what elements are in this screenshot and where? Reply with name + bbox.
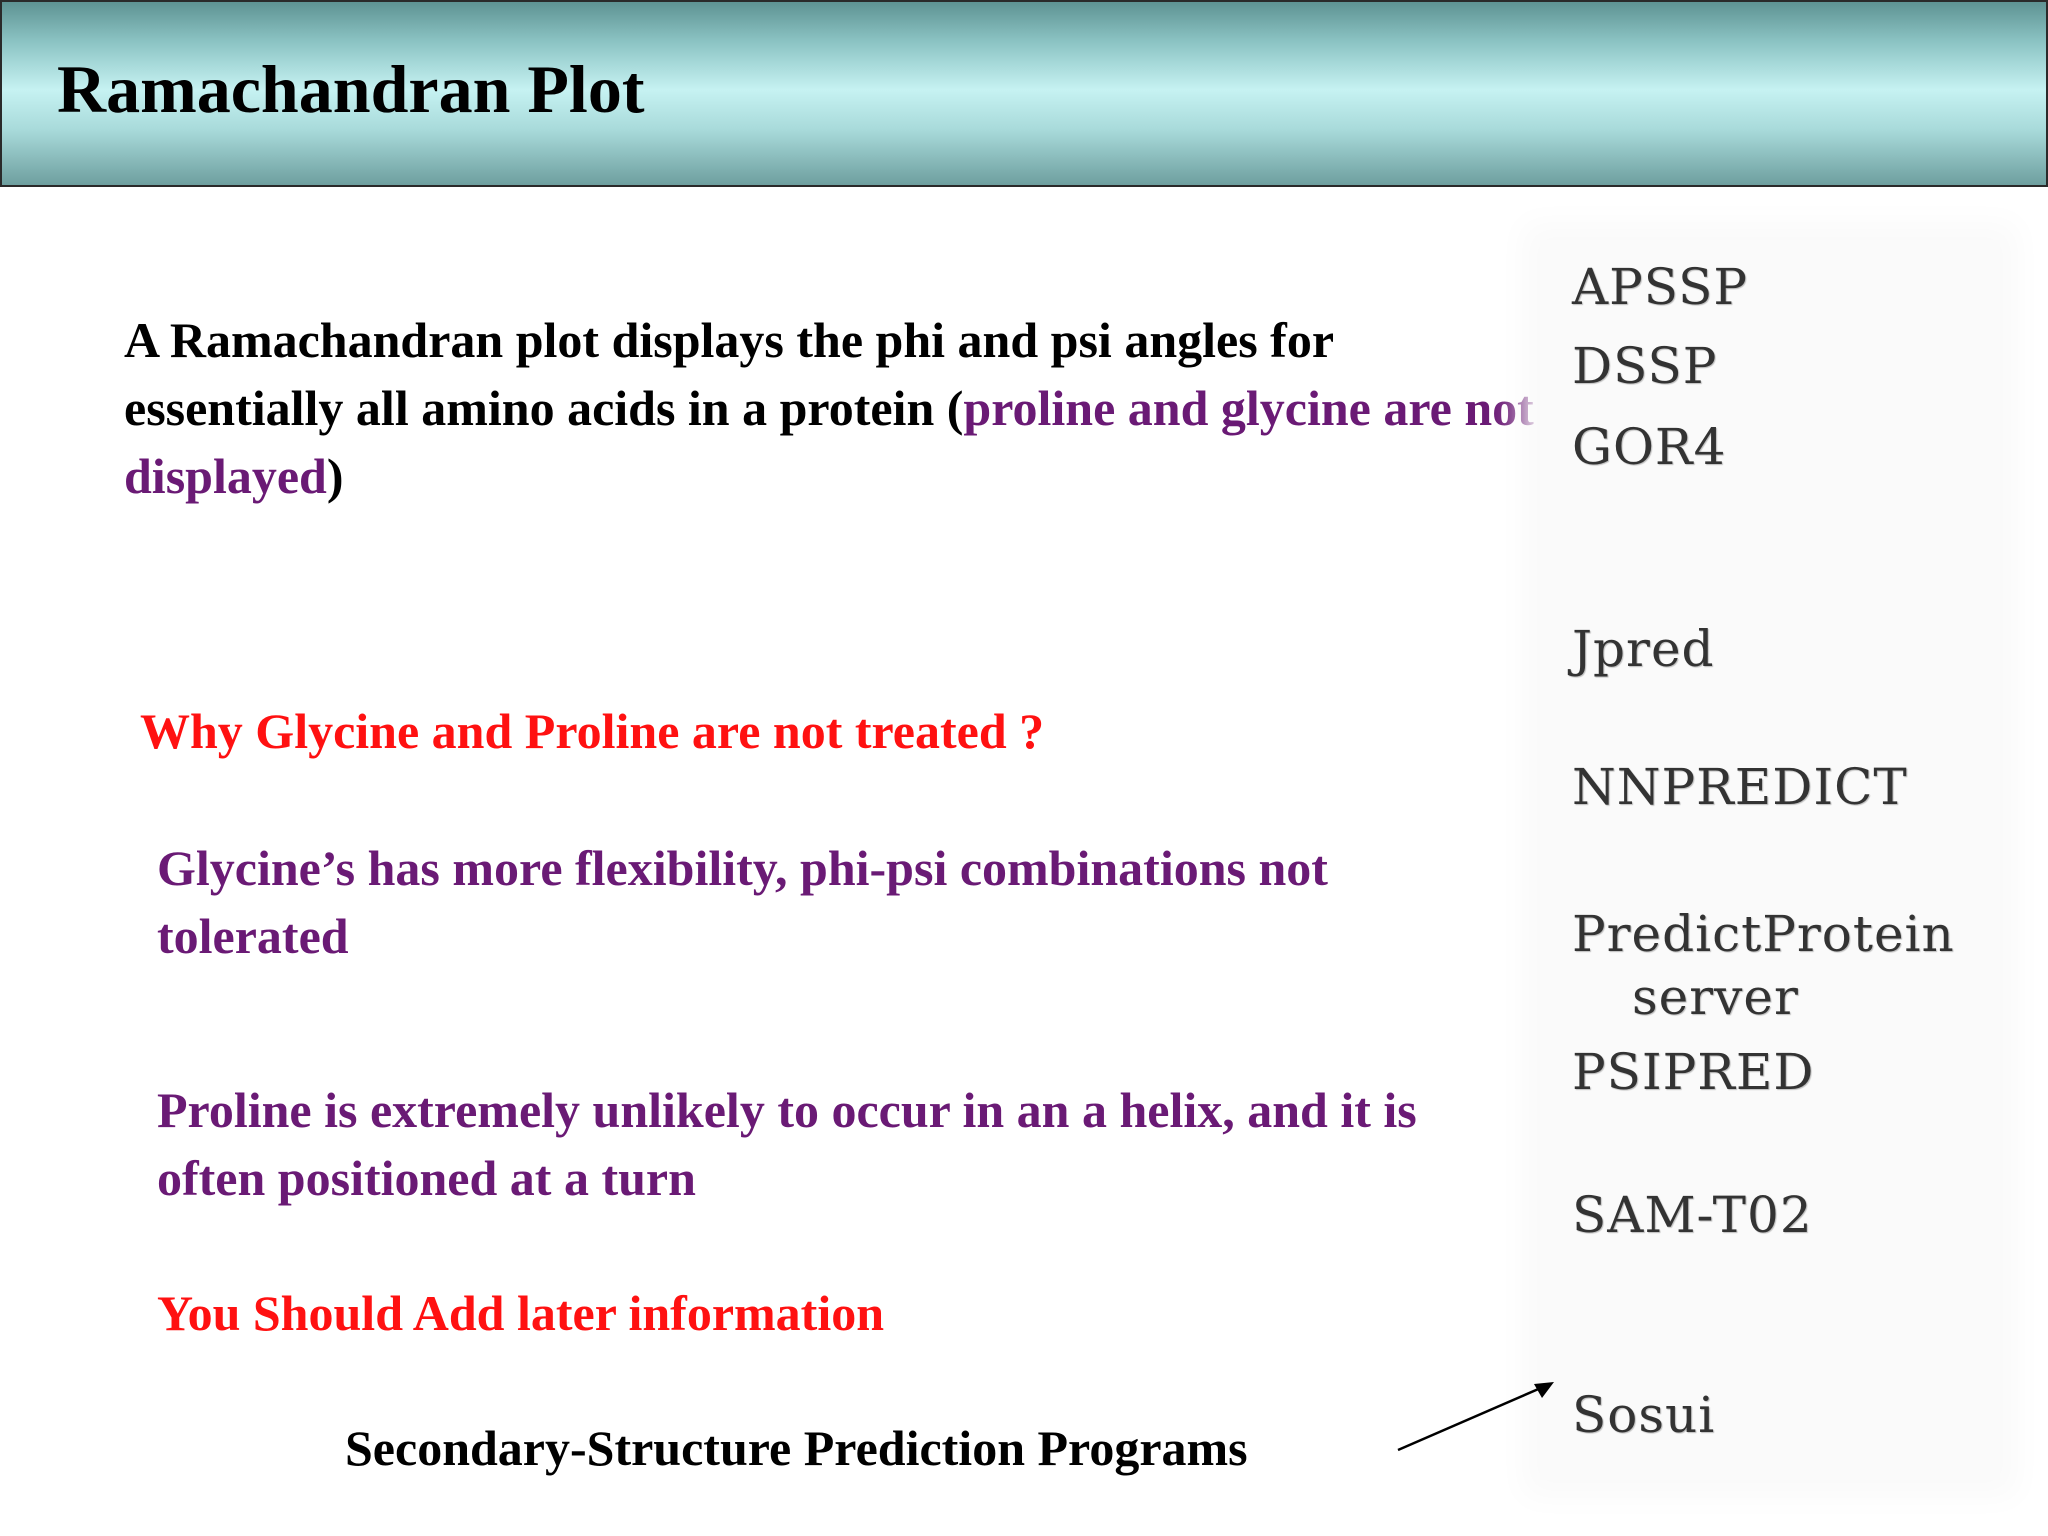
program-nnpredict: NNPREDICT (1572, 758, 1908, 816)
intro-text-end: ) (326, 448, 344, 504)
later-information-note: You Should Add later information (157, 1285, 885, 1341)
proline-explanation: Proline is extremely unlikely to occur in an a helix, and it is often positioned at a turn (157, 1082, 1417, 1206)
programs-caption: Secondary-Structure Prediction Programs (345, 1420, 1248, 1476)
program-predictprotein-server: server (1632, 968, 1799, 1026)
program-gor4: GOR4 (1572, 418, 1727, 476)
slide-title: Ramachandran Plot (57, 51, 645, 127)
program-apssp: APSSP (1572, 258, 1749, 316)
intro-paragraph (124, 306, 1554, 510)
program-jpred: Jpred (1572, 620, 1715, 678)
program-sosui: Sosui (1572, 1386, 1716, 1444)
glycine-explanation: Glycine’s has more flexibility, phi-psi combinations not tolerated (157, 840, 1328, 964)
question-heading: Why Glycine and Proline are not treated ? (140, 703, 1045, 759)
intro-text: A Ramachandran plot displays the phi and psi angles for essentially all amino acids in a protein ( (124, 312, 1334, 436)
intro-highlight: proline and glycine are not displayed (124, 380, 1534, 504)
program-sam-t02: SAM-T02 (1572, 1186, 1813, 1244)
arrow-icon (1390, 1370, 1570, 1460)
program-psipred: PSIPRED (1572, 1043, 1815, 1101)
title-bar (0, 0, 2048, 187)
program-predictprotein: PredictProtein (1572, 905, 1955, 963)
program-dssp: DSSP (1572, 337, 1718, 395)
